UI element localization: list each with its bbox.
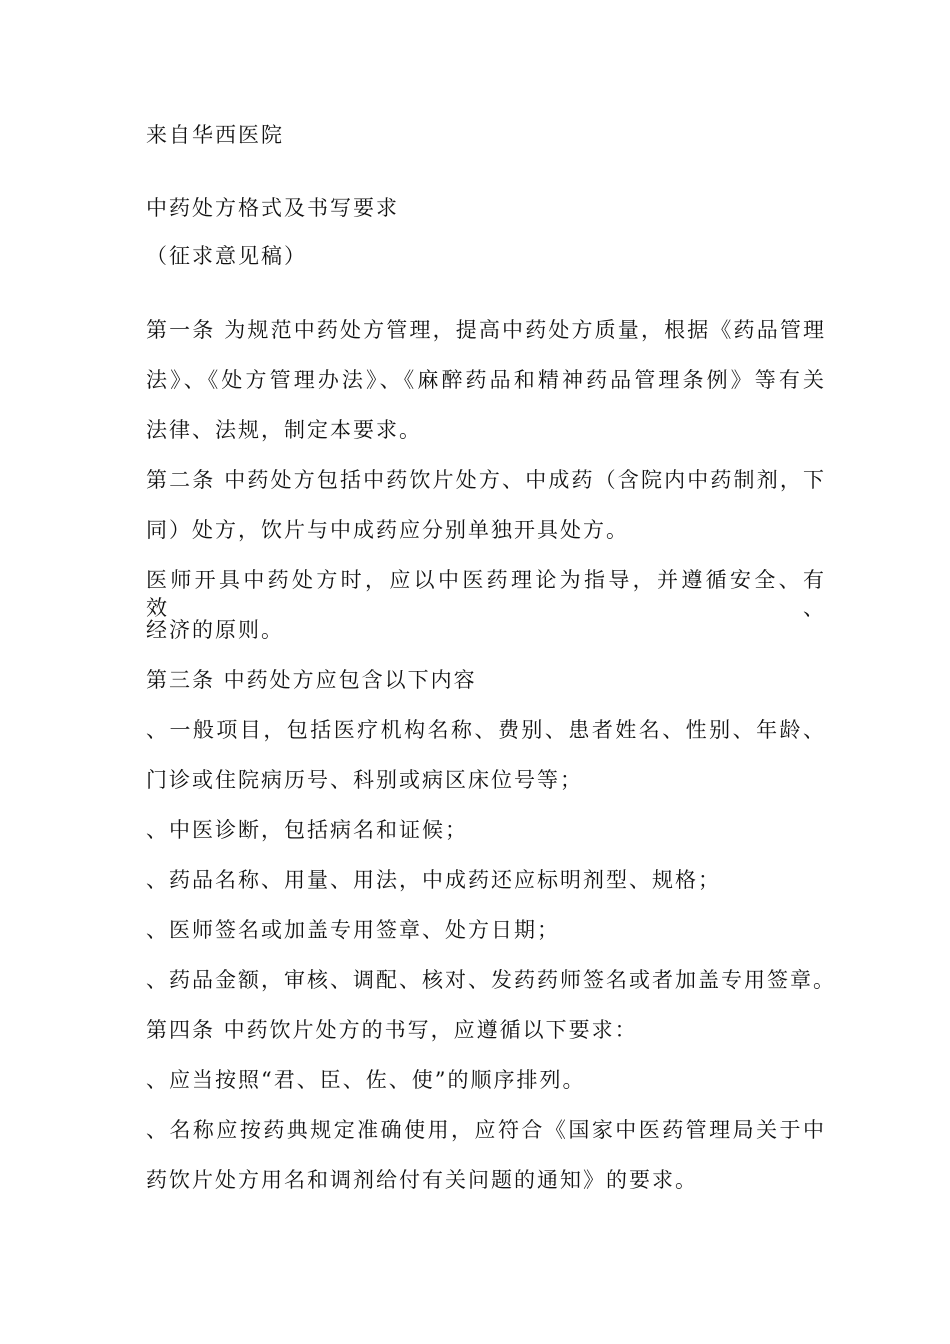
list-item-diagnosis: 、中医诊断，包括病名和证候；	[146, 818, 468, 842]
list-item-naming-cont: 药饮片处方用名和调剂给付有关问题的通知》的要求。	[146, 1168, 698, 1192]
article-2-line-2: 同）处方，饮片与中成药应分别单独开具处方。	[146, 518, 629, 542]
article-1-line-2: 法》、《处方管理办法》、《麻醉药品和精神药品管理条例》等有关	[146, 368, 826, 392]
list-item-signature: 、医师签名或加盖专用签章、处方日期；	[146, 918, 560, 942]
paragraph-line-1: 医师开具中药处方时，应以中医药理论为指导，并遵循安全、有效、	[146, 568, 826, 620]
list-item-drug-name: 、药品名称、用量、用法，中成药还应标明剂型、规格；	[146, 868, 721, 892]
article-2-line-1: 第二条 中药处方包括中药饮片处方、中成药（含院内中药制剂，下	[146, 468, 826, 492]
list-item-naming: 、名称应按药典规定准确使用，应符合《国家中医药管理局关于中	[146, 1118, 826, 1142]
paragraph-line-2: 经济的原则。	[146, 618, 284, 642]
article-1-line-1: 第一条 为规范中药处方管理，提高中药处方质量，根据《药品管理	[146, 318, 826, 342]
article-4-heading: 第四条 中药饮片处方的书写，应遵循以下要求：	[146, 1018, 638, 1042]
list-item-general: 、一般项目，包括医疗机构名称、费别、患者姓名、性别、年龄、	[146, 718, 826, 742]
source-line: 来自华西医院	[146, 123, 284, 147]
article-3-heading: 第三条 中药处方应包含以下内容	[146, 668, 477, 692]
article-1-line-3: 法律、法规，制定本要求。	[146, 418, 422, 442]
document-title: 中药处方格式及书写要求	[146, 196, 399, 220]
list-item-general-cont: 门诊或住院病历号、科别或病区床位号等；	[146, 768, 583, 792]
list-item-order: 、应当按照“君、臣、佐、使”的顺序排列。	[146, 1068, 586, 1092]
list-item-amount: 、药品金额，审核、调配、核对、发药药师签名或者加盖专用签章。	[146, 968, 836, 992]
document-subtitle: （征求意见稿）	[146, 244, 307, 268]
